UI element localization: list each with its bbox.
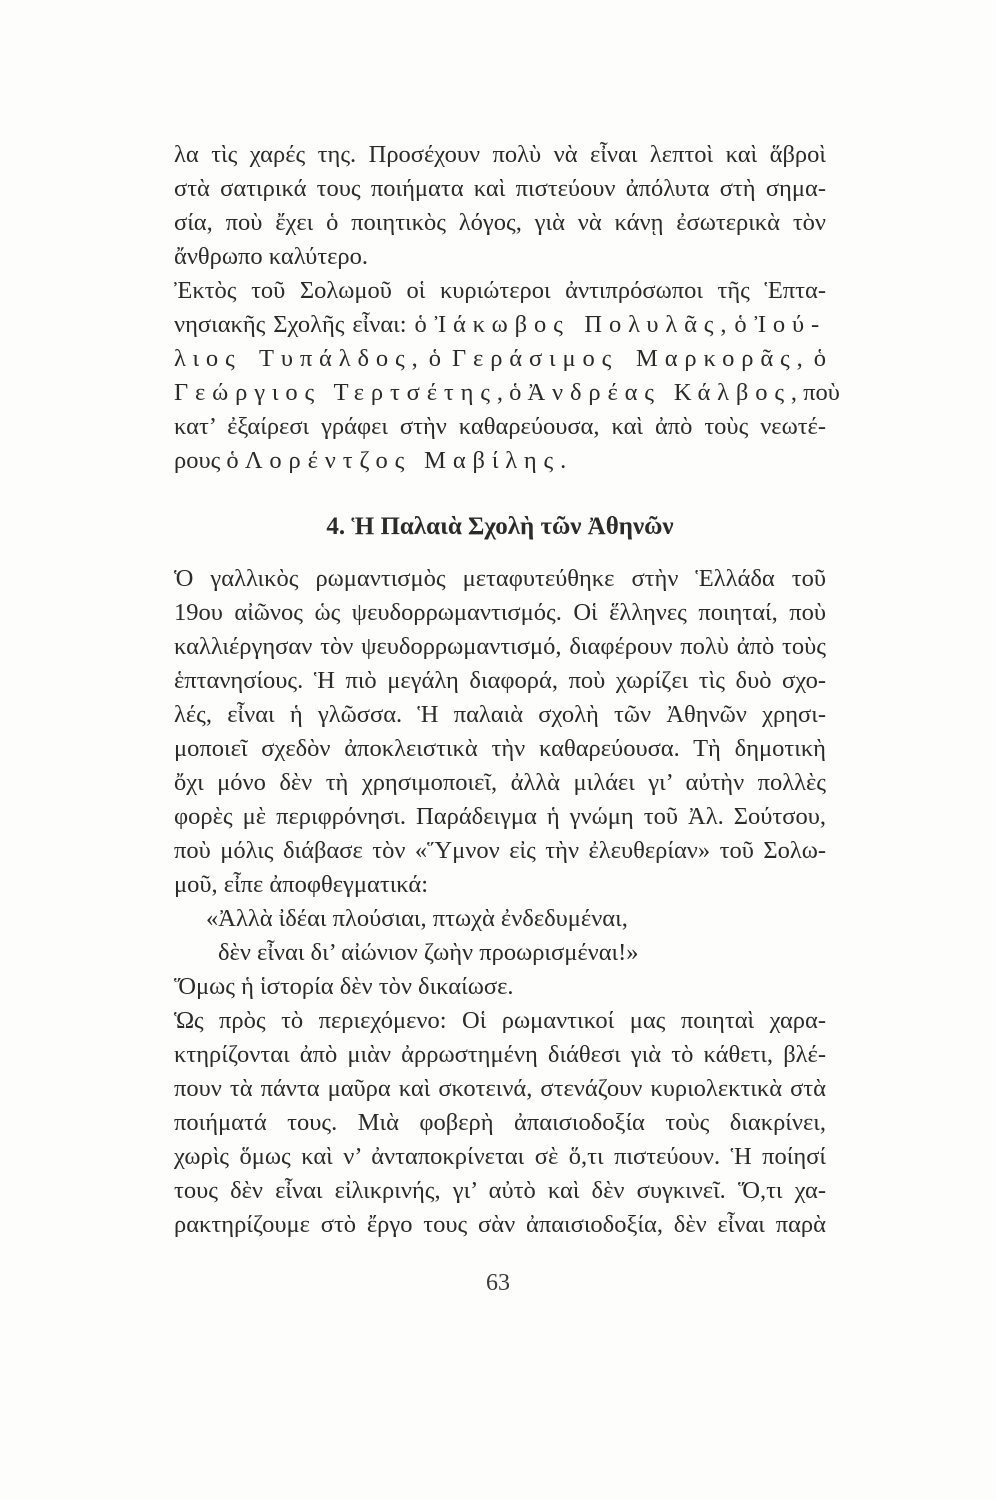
text-segment: , ὁ [720,311,747,338]
text-segment: , ὁ [411,345,441,372]
poet-name: Γεράσιμος Μαρκορᾶς [452,345,797,372]
text-line: μοῦ, εἶπε ἀποφθεγματικά: [174,871,429,898]
section-heading: 4. Ἡ Παλαιὰ Σχολὴ τῶν Ἀθηνῶν [326,513,674,540]
poet-name: Ἰού- [754,311,827,338]
text-line: ὄχι μόνο δὲν τὴ χρησιμοποιεῖ, ἀλλὰ μιλάει γι’ αὐτὴν πολλὲς [174,769,826,796]
text-line: χωρὶς ὅμως καὶ ν’ ἀνταποκρίνεται σὲ ὅ,τι πιστεύουν. Ἡ ποίησί [174,1143,826,1170]
page-number: 63 [486,1270,510,1296]
body-paragraphs [174,562,826,1242]
text-segment: , ποὺ [790,379,840,406]
text-line: Ἐκτὸς τοῦ Σολωμοῦ οἱ κυριώτεροι ἀντιπρόσωποι τῆς Ἑπτα- [174,277,826,304]
text-segment: , ὁ [796,345,826,372]
text-line: κατ’ ἐξαίρεσι γράφει στὴν καθαρεύουσα, καὶ ἀπὸ τοὺς νεωτέ- [174,413,826,440]
text-segment: . [560,447,567,474]
opening-paragraphs [174,138,840,478]
poet-name: Γεώργιος Τερτσέτης [174,379,497,406]
text-line [174,342,826,376]
text-segment: , ὁ [496,379,522,406]
text-line: στὰ σατιρικά τους ποιήματα καὶ πιστεύουν ἀπόλυτα στὴ σημα- [174,175,826,202]
text-line: λα τὶς χαρές της. Προσέχουν πολὺ νὰ εἶναι λεπτοὶ καὶ ἅβροὶ [174,141,826,168]
text-line: σία, ποὺ ἔχει ὁ ποιητικὸς λόγος, γιὰ νὰ κάνῃ ἐσωτερικὰ τὸν [174,209,826,236]
text-line: πουν τὰ πάντα μαῦρα καὶ σκοτεινά, στενάζουν κυριολεκτικὰ στὰ [174,1075,826,1102]
text-line: Ὡς πρὸς τὸ περιεχόμενο: Οἱ ρωμαντικοί μας ποιηταὶ χαρα- [174,1007,826,1034]
text-line [174,376,840,410]
poet-name: Ἰάκωβος Πολυλᾶς [434,311,721,338]
text-line: καλλιέργησαν τὸν ψευδορρωμαντισμό, διαφέρουν πολὺ ἀπὸ τοὺς [174,633,826,660]
quote-line: δὲν εἶναι δι’ αἰώνιον ζωὴν προωρισμέναι!» [218,939,639,966]
text-line: φορὲς μὲ περιφρόνησι. Παράδειγμα ἡ γνώμη τοῦ Ἀλ. Σούτσου, [174,803,826,830]
text-line [174,308,826,342]
text-line: ἄνθρωπο καλύτερο. [174,243,369,270]
text-segment: νησιακῆς Σχολῆς εἶναι: ὁ [174,311,427,338]
text-line: τους δὲν εἶναι εἰλικρινής, γι’ αὐτὸ καὶ δὲν συγκινεῖ. Ὅ,τι χα- [174,1177,826,1204]
text-line: Ὅμως ἡ ἱστορία δὲν τὸν δικαίωσε. [174,973,514,1000]
text-line: μοποιεῖ σχεδὸν ἀποκλειστικὰ τὴν καθαρεύουσα. Τὴ δημοτικὴ [174,735,826,762]
poet-name: Ἀνδρέας Κάλβος [527,379,791,406]
text-line: ποὺ μόλις διάβασε τὸν «Ὕμνον εἰς τὴν ἐλευθερίαν» τοῦ Σολω- [174,837,826,864]
text-line [174,444,826,478]
poet-name: Λορέντζος Μαβίλης [244,447,561,474]
text-segment: ρους ὁ [174,447,239,474]
text-line: κτηρίζονται ἀπὸ μιὰν ἀρρωστημένη διάθεσι γιὰ τὸ κάθετι, βλέ- [174,1041,826,1068]
poet-name: λιος Τυπάλδος [174,345,412,372]
text-line: ποιήματά τους. Μιὰ φοβερὴ ἀπαισιοδοξία τοὺς διακρίνει, [174,1109,826,1136]
text-line: λές, εἶναι ἡ γλῶσσα. Ἡ παλαιὰ σχολὴ τῶν Ἀθηνῶν χρησι- [174,701,826,728]
quote-line: «Ἀλλὰ ἰδέαι πλούσιαι, πτωχὰ ἐνδεδυμέναι, [206,905,628,932]
text-line: ἑπτανησίους. Ἡ πιὸ μεγάλη διαφορά, ποὺ χωρίζει τὶς δυὸ σχο- [174,667,826,694]
text-line: ρακτηρίζουμε στὸ ἔργο τους σὰν ἀπαισιοδοξία, δὲν εἶναι παρὰ [174,1211,826,1238]
text-line: 19ου αἰῶνος ὡς ψευδορρωμαντισμός. Οἱ ἕλληνες ποιηταί, ποὺ [174,599,826,626]
text-line: Ὁ γαλλικὸς ρωμαντισμὸς μεταφυτεύθηκε στὴν Ἑλλάδα τοῦ [174,565,826,592]
